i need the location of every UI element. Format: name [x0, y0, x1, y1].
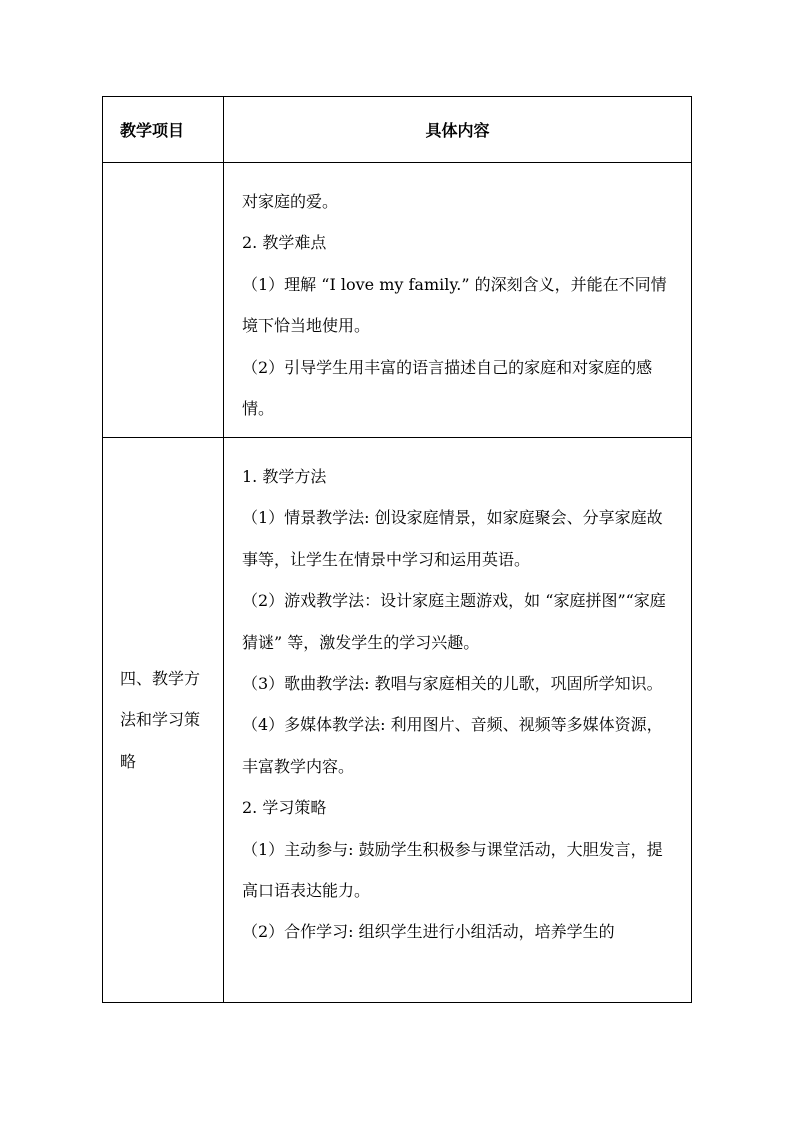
table-row [103, 438, 692, 1003]
content-paragraph: （2）合作学习: 组织学生进行小组活动，培养学生的 [242, 922, 615, 942]
content-paragraph: （1）理解 “I love my family.” 的深刻含义，并能在不同情境下恰当地使用。 [242, 274, 667, 336]
section-title: 四、教学方法和学习策略 [120, 668, 201, 771]
content-paragraph: （1）情景教学法: 创设家庭情景，如家庭聚会、分享家庭故事等，让学生在情景中学习和运用英语。 [242, 508, 663, 569]
row1-left-cell [103, 163, 224, 438]
row2-content-cell [224, 438, 692, 1003]
row1-content-cell [224, 163, 692, 438]
content-paragraph: 对家庭的爱。 [242, 192, 339, 211]
content-paragraph: （1）主动参与: 鼓励学生积极参与课堂活动，大胆发言，提高口语表达能力。 [242, 839, 663, 901]
table-row [103, 163, 692, 438]
row2-left-cell [103, 438, 224, 1003]
content-paragraph: 1. 教学方法 [242, 467, 327, 486]
content-paragraph: （2）游戏教学法：设计家庭主题游戏，如 “家庭拼图”“家庭猜谜” 等，激发学生的学习兴趣。 [242, 591, 666, 652]
content-paragraph: 2. 学习策略 [242, 798, 327, 818]
header-specific-content: 具体内容 [224, 97, 692, 163]
lesson-plan-table [102, 96, 692, 1003]
content-paragraph: 2. 教学难点 [242, 233, 327, 253]
header-teaching-item: 教学项目 [103, 97, 224, 163]
content-paragraph: （2）引导学生用丰富的语言描述自己的家庭和对家庭的感情。 [242, 357, 653, 419]
content-paragraph: （3）歌曲教学法: 教唱与家庭相关的儿歌，巩固所学知识。 [242, 674, 663, 694]
content-paragraph: （4）多媒体教学法: 利用图片、音频、视频等多媒体资源，丰富教学内容。 [242, 715, 663, 776]
table-header-row [103, 97, 692, 163]
